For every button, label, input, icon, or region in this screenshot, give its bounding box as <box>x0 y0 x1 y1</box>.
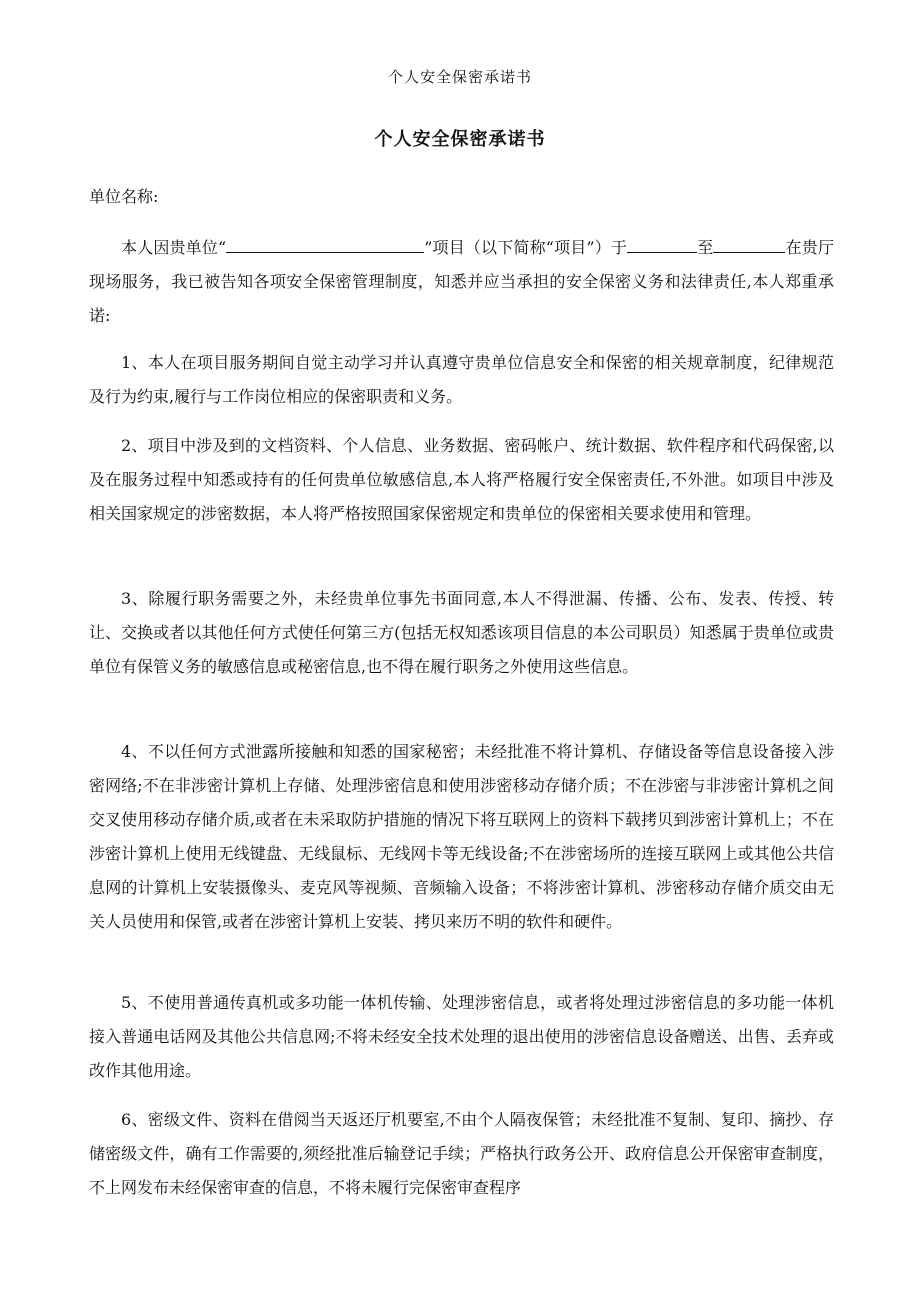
unit-name-label: 单位名称: <box>89 187 159 206</box>
project-name-blank <box>226 238 424 253</box>
document-title: 个人安全保密承诺书 <box>374 129 546 150</box>
start-date-blank <box>627 238 697 253</box>
clause-1: 1、本人在项目服务期间自觉主动学习并认真遵守贵单位信息安全和保密的相关规章制度，纪律规范及行为约束,履行与工作岗位相应的保密职责和义务。 <box>89 353 834 406</box>
running-header: 个人安全保密承诺书 <box>387 68 532 86</box>
intro-paragraph <box>89 231 834 333</box>
intro-text-1: 本人因贵单位“ <box>121 238 227 257</box>
clause-2: 2、项目中涉及到的文档资料、个人信息、业务数据、密码帐户、统计数据、软件程序和代码保密,以及在服务过程中知悉或持有的任何贵单位敏感信息,本人将严格履行安全保密责任,不外泄。如项目中涉及相关国家规定的涉密数据，本人将严格按照国家保密规定和贵单位的保密相关要求使用和管理。 <box>89 436 834 523</box>
clause-3: 3、除履行职务需要之外，未经贵单位事先书面同意,本人不得泄漏、传播、公布、发表、传授、转让、交换或者以其他任何方式使任何第三方(包括无权知悉该项目信息的本公司职员）知悉属于贵单位或贵单位有保管义务的敏感信息或秘密信息,也不得在履行职务之外使用这些信息。 <box>89 589 834 676</box>
clause-5: 5、不使用普通传真机或多功能一体机传输、处理涉密信息，或者将处理过涉密信息的多功能一体机接入普通电话网及其他公共信息网;不将未经安全技术处理的退出使用的涉密信息设备赠送、出售、丢弃或改作其他用途。 <box>89 993 834 1080</box>
clause-4: 4、不以任何方式泄露所接触和知悉的国家秘密；未经批准不将计算机、存储设备等信息设备接入涉密网络;不在非涉密计算机上存储、处理涉密信息和使用涉密移动存储介质；不在涉密与非涉密计算机之间交叉使用移动存储介质,或者在未采取防护措施的情况下将互联网上的资料下载拷贝到涉密计算机上；不在涉密计算机上使用无线键盘、无线鼠标、无线网卡等无线设备;不在涉密场所的连接互联网上或其他公共信息网的计算机上安装摄像头、麦克风等视频、音频输入设备；不将涉密计算机、涉密移动存储介质交由无关人员使用和保管,或者在涉密计算机上安装、拷贝来历不明的软件和硬件。 <box>89 742 834 931</box>
intro-text-4: 在贵厅现场服务，我已被告知各项安全保密管理制度，知悉并应当承担的安全保密义务和法律责任,本人郑重承诺: <box>89 238 834 325</box>
clause-6: 6、密级文件、资料在借阅当天返还厅机要室,不由个人隔夜保管；未经批准不复制、复印、摘抄、存储密级文件，确有工作需要的,须经批准后输登记手续；严格执行政务公开、政府信息公开保密审查制度，不上网发布未经保密审查的信息，不将未履行完保密审查程序 <box>89 1110 834 1197</box>
intro-text-3: 至 <box>697 238 714 257</box>
end-date-blank <box>713 238 785 253</box>
intro-text-2: ”项目（以下简称“项目”）于 <box>424 238 628 257</box>
